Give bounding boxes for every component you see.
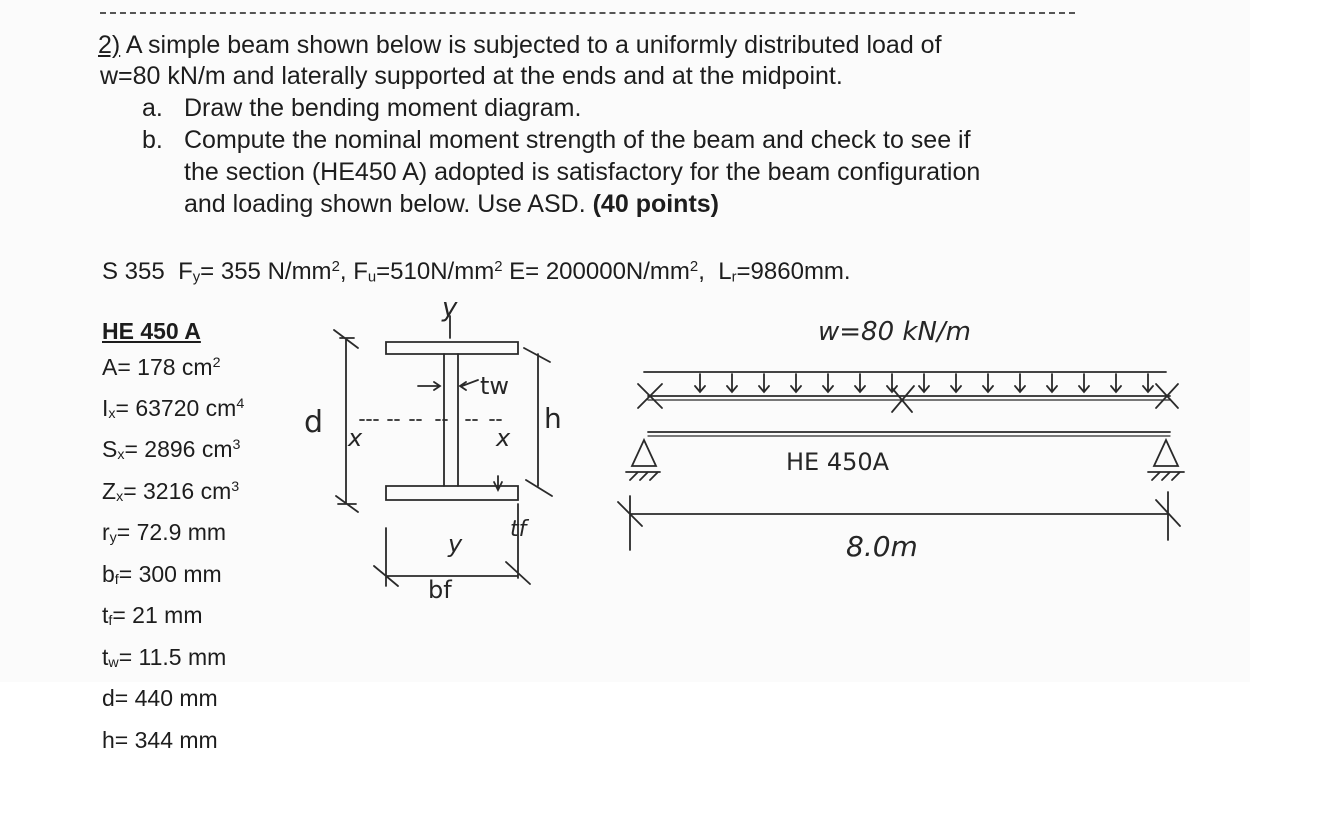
question-line-1 [98,30,942,60]
lateral-brace-mid [892,386,914,412]
section-property-row: $b_f= 300$ mm [102,560,222,588]
dashed-separator [100,12,1075,14]
section-property-row: $Z_x= 3216$ $cm^3$ [102,477,240,505]
beam-section-label: HE 450A [786,448,890,476]
beam-sketch [600,300,1220,580]
item-letter: a. [142,94,163,122]
span-label: 8.0m [846,530,918,563]
section-property-row: d= 440 mm [102,684,218,711]
item-text-line: and loading shown below. Use ASD. (40 points) [184,190,720,218]
depth-label: d [304,405,324,440]
question-line-2: w=80 kN/m and laterally supported at the ends and at the midpoint. [100,62,843,90]
y-axis-label-bottom: y [448,530,463,558]
item-text-line: the section (HE450 A) adopted is satisfactory for the beam configuration [184,158,981,186]
support-right [1148,440,1184,480]
section-property-row: $t_w= 11.5$ mm [102,643,227,671]
d-dimension [334,330,358,512]
x-axis-label-right: x [496,424,511,452]
web-thickness-label: tw [480,372,510,400]
top-flange [386,342,518,354]
section-property-row: A= 178 $cm^2$ [102,353,221,380]
section-property-row: $t_f= 21$ mm [102,602,203,630]
support-left [626,440,660,480]
item-text-line: Compute the nominal moment strength of the beam and check to see if [184,126,971,154]
tw-arrows [418,380,478,390]
flange-thickness-label: tf [510,517,527,542]
section-property-row: $r_y= 72.9$ mm [102,519,227,547]
section-properties [102,316,244,762]
question-text-1: A simple beam shown below is subjected to a uniformly distributed load of [125,31,942,59]
y-axis-label: y [442,293,458,323]
x-axis-label-left: x [348,424,363,452]
item-text: Draw the bending moment diagram. [184,94,582,122]
tf-arrow [494,476,502,490]
load-label: w=80 kN/m [818,317,971,347]
load-arrows [695,374,1153,392]
points-label: (40 points) [592,190,720,218]
item-letter: b. [142,126,163,154]
section-property-row: h= 344 mm [102,726,218,753]
material-properties: S 355 $F_y= 355$ $N/mm^2$, $F_u=510N/mm^2$ $E= 200000N/mm^2$, $L_r=9860mm$. [102,258,851,286]
web-height-label: h [544,402,562,435]
flange-width-label: bf [428,576,452,604]
section-title: HE 450 A [102,318,201,344]
i-section-sketch [300,290,580,630]
section-property-row: $S_x= 2896$ $cm^3$ [102,436,241,464]
question-number: 2) [98,31,121,59]
section-property-row: $I_x= 63720$ $cm^4$ [102,394,245,422]
